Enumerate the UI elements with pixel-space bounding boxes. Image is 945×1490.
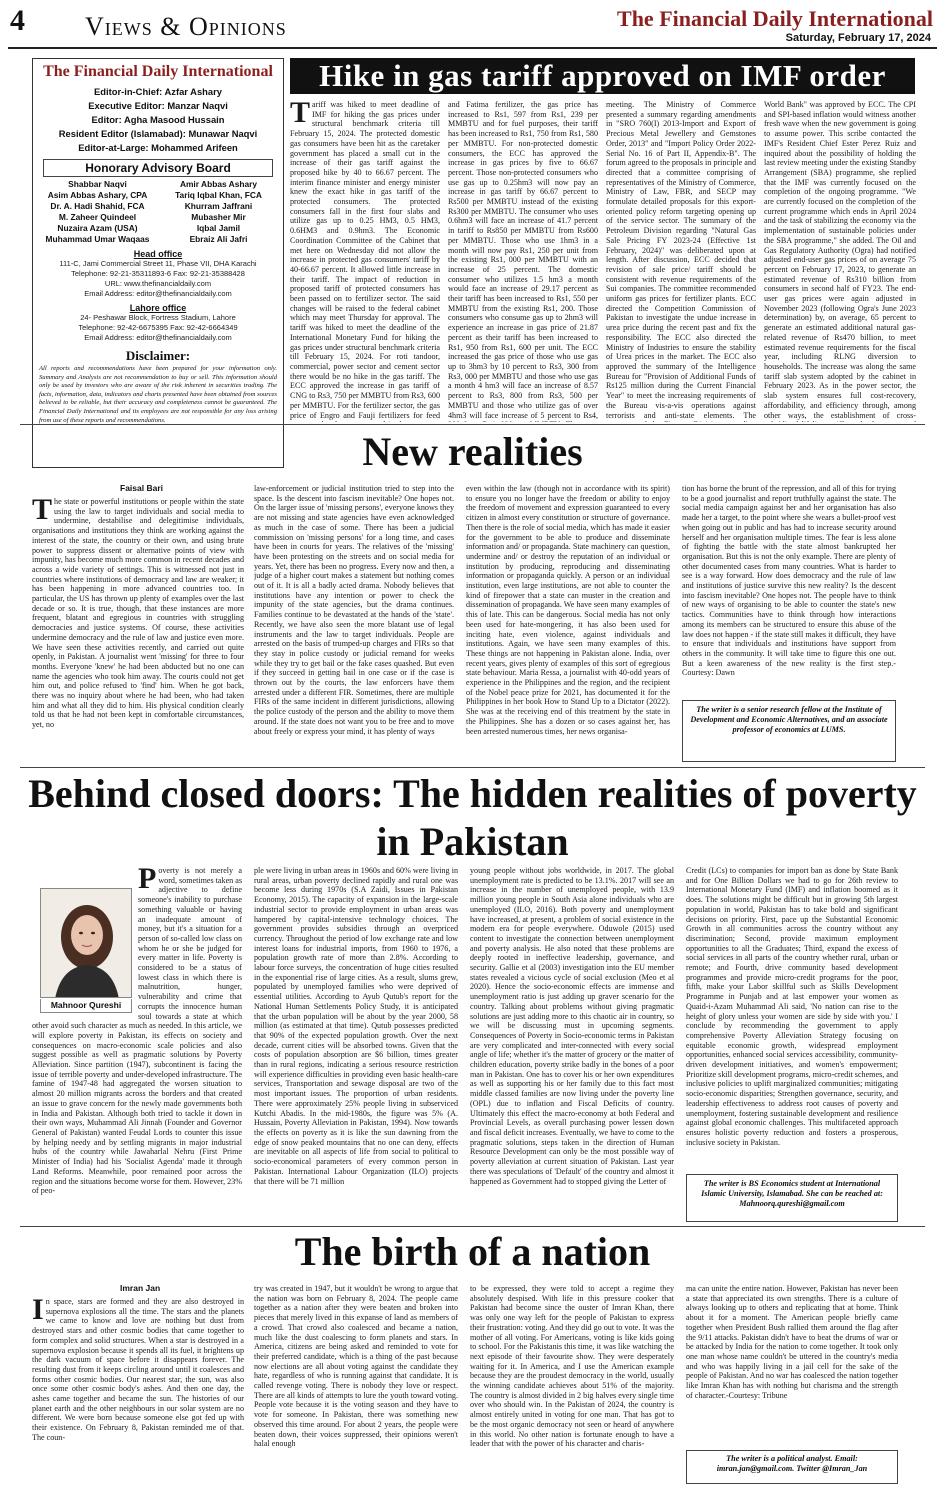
- author-note: The writer is a senior research fellow at the Institute of Development and Economic Alternatives, and an associate professor of economics at LUMS.: [682, 700, 896, 762]
- poverty-headline: Behind closed doors: The hidden realities of poverty in Pakistan: [28, 771, 917, 864]
- address-line: Telephone: 92-42-6675395 Fax: 92-42-6664349: [78, 323, 238, 332]
- new-realities-headline: New realities: [362, 429, 583, 474]
- birth-of-nation-headline: The birth of a nation: [294, 1229, 651, 1274]
- photo-spacer: [32, 866, 138, 1018]
- new-realities-column: law-enforcement or judicial institution tried to step into the space. Is the descent into fascism inevitable? One hopes not. On the larger issue of 'missing persons', everyone knows they are not missing and state agencies have even acknowledged as much in the case of some. There has been a judicial commission on 'missing persons' for a long time, and cases have been in courts for years. The relatives of the 'missing' have been protesting on the streets and on social media for years. Yet, there has been no progress. Every now and then, a judge of a higher court makes a statement but nothing comes out of it. It is all a badly acted drama. Nobody believes that institutions have any intention or power to check the impunity of the state agencies, but the drama continues. Families continue to be devastated at the hands of the 'state'. Recently, we have also seen the more blatant use of legal instruments and the law to target individuals. People are arrested on the basis of trumped-up charges and FIRs so that they stay in police custody or judicial remand for weeks while they try to get bail or the fake cases quashed. But even if they succeed in getting bail in one case or if the case is thrown out by the courts, the law enforcers have them arrested under a different FIR. Sometimes, there are multiple FIRs of the same incident in different jurisdictions, allowing the police custody of the person and the ability to move them around. If the state does not want you to be free and to move about freely or express your mind, it has plenty of ways: [254, 484, 454, 736]
- editorial-staff: [33, 85, 283, 155]
- poverty-column-text: Poverty is not merely a word, sometimes taken as adjective to define someone's inability to purchase something valuable or having an inadequate amount of money, but it's a situation for a person of so-called low class on whom he or she be judged for every matter in life. Poverty is considered to be a status of lowest class in which there is malnutrition, hunger, vulnerability and crime that corrupts the innocence human soul towards a state at which other avoid such character as much as needed. In this article, we will explore poverty in Pakistan, its effects on society and consequences on macro-economic scale policies and also suggest possible as well as pragmatic solutions by Poverty Alleviation. Since partition (1947), subcontinent is facing the issue of terrible poverty and under-developed infrastructure. The famine of 1947-48 had aggregated the worsen situation to almost 20 million migrants across the borders and that created an issue to grave concern for the newly made governments both in India and Pakistan. Although both tried to tackle it down in their own ways, Muhammad Ali Jinnah (Founder and Governor General of Pakistan) wanted Feudal Lords to counter this issue by helping needy and by settling migrants in major industrial hubs of the country while Jawaharlal Nehru (First Prime Minister of India) had his 'Socialist Agenda' made it through Land Reforms. Meanwhile, poor remained poor across the region and the situations become worse for them. However, 23% of peo-: [32, 866, 242, 1196]
- address-line: Telephone: 92-21-35311893-6 Fax: 92-21-35388428: [71, 269, 245, 278]
- advisor-name: Nuzaira Azam (USA): [57, 223, 138, 233]
- paper-name: The Financial Daily International: [617, 6, 933, 31]
- lahore-office-address: [33, 313, 283, 343]
- section-divider: [20, 767, 925, 768]
- poverty-column: [32, 866, 242, 1234]
- disclaimer-title: Disclaimer:: [125, 348, 191, 363]
- advisor-name: Amir Abbas Ashary: [179, 179, 258, 189]
- advisor-name: Khurram Jaffrani: [184, 201, 253, 211]
- new-realities-byline: Faisal Bari: [120, 483, 163, 493]
- advisor-name: Dr. A. Hadi Shahid, FCA: [50, 201, 145, 211]
- advisor-name: M. Zaheer Quindeel: [58, 212, 137, 222]
- disclaimer-text: All reports and recommendations have been prepared for your information only. Summary and Analysis are not recommendation to buy or sell. This information should only be used by investors who are aware of the risk inherent in securities trading. The facts, information, data, indicators and charts presented have been obtained from sources believed to be reliable, but their accuracy and completeness cannot be guaranteed. The Financial Daily International and its employees are not responsible for any loss arising from use of these reports and recommendations.: [39, 365, 277, 424]
- gas-article-column: World Bank" was approved by ECC. The CPI and SPI-based inflation would witness another fresh wave when the new government is going to assume power. This scribe contacted the IMF's Resident Chief Ester Perez Ruiz and inquired about the possibility of holding the last review meeting under the existing Standby Arrangement (SBA) programme, she replied that the IMF was currently focused on the completion of the ongoing programme. "We are currently focused on the completion of the current programme which ends in April 2024 and the task of stabilizing the economy via the implementation of sustainable policies under the SBA programme," she added. The Oil and Gas Regulatory Authority (Ogra) had notified adjusted end-user gas prices of on average 75 percent on February 17, 2023, to generate an estimated revenue of Rs310 billion from consumers in second half of FY23. The end-user gas prices were again adjusted in November 2023 (following Ogra's June 2023 determination) by, on average, 65 percent to generate an estimated additional natural gas-related revenue of Rs470 billion, to meet estimated revenue requirements for the fiscal year, including RLNG diversion to households. The increase was along the same tariff slab system adopted by the cabinet in February 2023. As in the power sector, the slab system ensures full cost-recovery, affordability, and efficiency through, among other ways, the establishment of cross-: [764, 100, 916, 420]
- birth-byline: Imran Jan: [120, 1283, 161, 1293]
- birth-column: ma can unite the entire nation. However, Pakistan has never been a state that appreciated its own strengths. There is a culture of always looking up to others and replicating that at home. Think about it for a moment. The American people briefly came together when President Bush rallied them around the flag after the 9/11 attacks. Pakistan didn't have to beat the drums of war or be attacked by India for the nation to come together. It took only one man whose name couldn't be uttered in the country's media and who was happily living in a jail cell for the sake of the people of Pakistan. And no war has coalesced the nation together like Imran Khan has with nothing but charisma and the strength of character.-Courtesy: Tribune: [686, 1284, 898, 1400]
- advisor-name: Ebraiz Ali Jafri: [189, 234, 248, 244]
- new-realities-column: The state or powerful institutions or people within the state using the law to target individuals and social media to undermine, destabilise and delegitimise individuals, organisations and institutions they think are working against the interest of the state, the country or their own, and using brute power to suppress dissent or alternative points of view with impunity, has become much more common in recent decades and across a wide variety of settings. This is witnessed not just in countries where institutions of democracy and law are weaker; it has been happening in more advanced countries too. In particular, the US has thrown up plenty of examples over the last decade or so. It is true, though, that these instances are more frequent, blatant and egregious in countries with struggling democracies and justice systems. Of course, these activities undermine democracy and the rule of law and justice even more. We have seen these activities recently, and carried out quite openly, in Pakistan. A journalist went 'missing' for three to four months. Everyone 'knew' he had been abducted but no one can name the agencies who took him away. The courts could not get him out, and police refused to 'find' him. When he got back, there was no inquiry about where he had been, who had taken him and what all they did to him. His physical condition clearly told us that he had not been kept in comfortable circumstances, yet, no: [32, 497, 244, 730]
- masthead-box: [32, 58, 284, 468]
- issue-date: Saturday, February 17, 2024: [785, 32, 931, 44]
- gas-article-column: Tariff was hiked to meet deadline of IMF for hiking the gas prices under structural benchmark criteria till February 15, 2024. The protected domestic gas consumers have been hit as the caretaker government has placed a small cut in the increase of their gas tariff against the proposed hike by 40 to 66.67 percent. The interim finance minister and energy minister knew the exact hike in gas tariff of the protected consumers. The protected consumers fall in the first four slabs and utilize gas up to 0.25 HM3, 0.5 HM3, 0.6HM3 and 0.9hm3. The Economic Coordination Committee of the Cabinet that met here on Wednesday did not allow the increase in protected gas consumers' tariff by 40-66.67 percent. It allowed little increase in their tariff. The impact of reduction in proposed tariff of protected consumers has been passed on to fertilizer sector. The said changes will be raised to the federal cabinet which may meet Thursday for approval. The tariff was hiked to meet the deadline of the International Monetary Fund for hiking the gas prices under structural benchmark criteria till February 15, 2024. For roti tandoor, commercial, power sector and cement sector there would be no hike in the gas tariff. The ECC approved the increase in gas tariff of CNG to Rs3, 750 per MMBTU from Rs3, 600 per MMBTU. For the fertilizer sector, the gas price of Engro and Fauji fertilizers for feed: [290, 100, 440, 420]
- advisor-name: Iqbal Jamil: [196, 223, 241, 233]
- header-rule: [8, 47, 937, 49]
- address-line: 24- Peshawar Block, Fortress Stadium, Lahore: [80, 313, 236, 322]
- email-link[interactable]: Email Address: editor@thefinancialdaily.com: [84, 289, 232, 298]
- birth-column: to be expressed, they were told to accept a regime they absolutely despised. With life in this pressure cooker that Pakistan had become since the ouster of Imran Khan, there was only one way left for the people of Pakistan to express their frustration: voting. And they did go out to vote. It was the mother of all voting. For Americans, voting is like kids going to school. For the Pakistanis this time, it was like watching the next episode of their favourite show. They were desperately waiting for it. In America, and I use the American example because they are the proudest democracy in the world, usually the winning candidate achieves about 51% of the majority. The country is almost divided in 2 big halves every single time over who should win. In the Pakistan of 2024, the country is almost entirely united in voting for one man. That has got to be the most organic democracy not seen or heard of anywhere in this world. No other nation is fortunate enough to have a leader that with the power of his character and charis-: [470, 1284, 674, 1449]
- poverty-column: young people without jobs worldwide, in 2017. The global unemployment rate is predicted to be 13.1%. 2017 will see an increase in the number of unemployed people, with 13.9 million young people in South Asia alone individuals who are unemployed (ILO, 2016). Both poverty and unemployment have increased, at present, a problem of social existence in the modern era for people everywhere. Oduwole (2015) used content to investigate the connection between unemployment and poverty analysis. He also noted that these problems are deeply rooted in ineffective leadership, governance, and security. Gallie et al (2003) investigation into the EU member states revealed a vicious cycle of social exclusion (Meo et al 2020). Hence the socio-economic effects are immense and unemployment ratio is just adding up graver scenario for the country. Talking about problems without giving pragmatic solutions are just adding more to this chaotic air in country, so we will be discussing must in upcoming segments. Consequences of Poverty in Socio-economic terms in Pakistan are very complicated and inter-connected with every social angle of life; whether it's the matter of grocery or the matter of children education, poverty strike badly in the bones of a poor man in Pakistan. One has to cover his or her own expenditures as well as supporting his or her family due to this fact most middle classed families are now living under the poverty line (OPL) due to inflation and Fiscal Deficits of country. Ultimately this effect the macro-economy at both Federal and Provincial Levels, as overall purchasing power lessen down and fiscal deficit increases. Eventually, we have to come to the pragmatic solutions, steps taken in the direction of Human Resource Development can only be the most possible way of poverty alleviation at current situation of Pakistan. Last year there was speculations of 'Default' of the country and almost it happened as Government had to stopped giving the Letter of: [470, 866, 674, 1186]
- section-divider: [20, 424, 925, 425]
- advisor-name: Mubasher Mir: [191, 212, 246, 222]
- birth-column: try was created in 1947, but it wouldn't be wrong to argue that the nation was born on February 8, 2024. The people came together as a nation after they were beaten and broken into pieces that merely lived in this expanse of land as members of a crowd. That crowd also coalesced and became a nation, much like the dust coalescing to form planets and stars. In America, citizens are being asked and reminded to vote for their preferred candidate, which is a thing of the past because now elections are all about voting against the candidate they hate, regardless of who is running against that candidate. It is called revenge voting. There is nobody they love or respect. There are all kinds of attempts to lure the youth toward voting. People vote because it is the voting season and they have to vote for someone. In Pakistan, there was something new observed this time around. For about 2 years, the people were beaten down, their voices suppressed, their opinions weren't halal enough: [254, 1284, 458, 1449]
- page-number: 4: [10, 4, 25, 37]
- masthead-paper-name: The Financial Daily International: [43, 63, 273, 80]
- staff-line: Editor-in-Chief: Azfar Ashary: [94, 86, 222, 97]
- address-line: 111-C, Jami Commercial Street 11, Phase VII, DHA Karachi: [59, 259, 257, 268]
- gas-article-column: meeting. The Ministry of Commerce presented a summary regarding amendments in "SRO 760(I) 2013-Import and Export of Precious Metal Jewellery and Gemstones Order, 2013" and "Import Policy Order 2022- Serial No. 16 of Part II, Appendix-B". The forum agreed to the proposals in principle and directed that a committee comprising of representatives of the Ministry of Commerce, Ministry of Law, FBR, and SECP may formulate detailed proposals for this export-oriented policy reform targeting opening up of the service sector. The summary of the Petroleum Division regarding "Natural Gas Sale Pricing FY 2023-24 (Effective 1st February, 2024)" was deliberated upon at length. After discussion, ECC decided that revision of sale price/ tariff should be consistent with revenue requirements of the Sui companies. The committee recommended uniform gas prices for fertilizer plants. ECC directed the Competition Commission of Pakistan to investigate the undue increase in urea price during the recent past and fix the responsibility. The ECC also directed the Ministry of Industries to ensure the stability of Urea prices in the market. The ECC also approved the summary of the Intelligence Bureau for "Provision of Additional Funds of Rs125 million during the Current Financial Year" to meet the increasing requirements of the Bureau vis-a-vis operations against terrorists and anti-state elements. The: [606, 100, 756, 420]
- staff-line: Executive Editor: Manzar Naqvi: [88, 100, 228, 111]
- author-note: The writer is a political analyst. Email: imran.jan@gmail.com. Twitter @Imran_Jan: [686, 1450, 898, 1484]
- gas-article-column: and Fatima fertilizer, the gas price has increased to Rs1, 597 from Rs1, 239 per MMBTU and for fuel purposes, their tariff has been increased to Rs1, 750 from Rs1, 580 per MMBTU. For non-protected domestic consumers, the ECC has approved the increase in gas prices by five to 66.67 percent. Those non-protected consumers who use gas up to 0.25hm3 will now pay an increase in gas tariff by 66.67 percent to Rs500 per MMBTU instead of the existing Rs300 per MMBTU. The consumer who uses 0.6hm3 will face an increase of 41.7 percent in tariff to Rs850 per MMBTU from Rs600 per MMBTU. Those who use 1hm3 in a month will now pay Rs1, 250 per unit from the existing Rs1, 000 per MMBTU with an increase of 25 percent. The domestic consumer who utilizes 1.5 hm3 a month would face an increase of 29.17 percent as their tariff has been increased to Rs1, 550 per MMBTU from the existing Rs1, 200. Those consumers who consume gas up to 2hm3 will experience an increase in gas price of 21.87 percent as their tariff has been increased to Rs1, 950 from Rs1, 600 per unit. The ECC increased the gas price of those who use gas up to 3hm3 by 10 percent to Rs3, 300 from Rs3, 000 per MMBTU and those who use gas a month 4 hm3 will face an increase of 8.57 percent to Rs3, 800 from Rs3, 500 per MMBTU and those who utilize gas of over 4hm3 will face increase of 5 percent to Rs4,: [448, 100, 598, 420]
- staff-line: Editor: Agha Masood Hussain: [91, 114, 225, 125]
- new-realities-column: tion has borne the brunt of the repression, and all of this for trying to be a good journalist and report truthfully against the state. The social media campaign against her and her organisation has also made her a target, to the point where she wears a bullet-proof vest when going out in public and has had to increase security around herself and her organisation multiple times. The fear is less alone of fighting the battle with the state almost bankrupted her organisation. But this is not the only example. There are plenty of other documented cases from many countries. What is harder to see is a way forward. How does democracy and the rule of law and institutions of justice survive this new reality? Is the descent into fascism inevitable? One hopes not. The people have to think of new ways of organising to be able to counter the state's new tactics. Communities have to think through how interactions among its members can be structured to ensure this abuse of the law does not happen - if the state still makes it difficult, they have to ensure that individuals and institutions have support from others in the community. It will take time to figure this one out. But a keen awareness of the new reality is the first step.-Courtesy: Dawn: [682, 484, 896, 678]
- new-realities-column: even within the law (though not in accordance with its spirit) to ensure you no longer have the freedom or ability to enjoy the freedom of movement and expression guaranteed to every citizen in almost every constitution or structure of governance. Then there is the role of social media, which has made it easier for the government to be able to produce and disseminate information and/ or propaganda. State machinery can question, undermine and/ or destroy the reputation of an individual or institution by producing, reproducing and disseminating information or propaganda quickly. A person or an individual institution, even large institutions, are not able to counter the kind of firepower that a state can muster in the creation and dissemination of propaganda. We have seen many examples of this of late. This can be dangerous. Social media has not only been used for hate-mongering, it has also been used for inciting hate, even violence, against individuals and institutions. Again, we have seen many examples of this. These things are not happening in Pakistan alone. India, over recent years, gives plenty of examples of this sort of egregious state behaviour. Maria Ressa, a journalist with 40-odd years of experience in the Philippines and the region, and the recipient of the Nobel peace prize for 2021, has documented it for the Philippines in her book How to Stand Up to a Dictator (2022). She was at the receiving end of this treatment by the state in the Philippines. She has a dozen or so cases against her, has been arrested numerous times, her news organisa-: [466, 484, 670, 736]
- website-link[interactable]: URL: www.thefinancialdaily.com: [104, 279, 212, 288]
- lahore-office-title: Lahore office: [129, 303, 187, 313]
- section-divider: [20, 1226, 925, 1227]
- head-office-address: [33, 259, 283, 299]
- advisor-name: Shabbar Naqvi: [68, 179, 127, 189]
- head-office-title: Head office: [133, 249, 183, 259]
- advisory-board-list: [33, 179, 283, 245]
- staff-line: Editor-at-Large: Mohammed Arifeen: [78, 142, 238, 153]
- author-note: The writer is BS Economics student at International Islamic University, Islamabad. She can be reached at: Mahnoorq.qureshi@gmail.com: [686, 1174, 898, 1222]
- advisory-board-title: Honorary Advisory Board: [43, 159, 273, 177]
- advisor-name: Asim Abbas Ashary, CPA: [47, 190, 148, 200]
- poverty-column: Credit (LCs) to companies for import ban as done by State Bank and for One Billion Dollars we had to go for 26th review to International Monetary Fund (IMF) and inflation boomed as it does. The solutions might be difficult but in growing 5th largest population in world, Pakistan has to take bold and significant decisions on priority. First, pace up the Substantial Economic Growth in all communities across the country without any discrimination; Second, provide maximum employment opportunities to all the Graduates; Third, expand the excess of social services in all parts of the country whether rural, urban or remote; and Fourth, drive community based development programmes and provide micro-credit programs for the poor, fifth, make your Labor skillful such as Skills Development Programme in Punjab and at last empower your women as Quaid-i-Azam Muhammad Ali said, 'No nation can rise to the height of glory unless your women are side by side with you.' I conclude by recommending the government to apply comprehensive Poverty Alleviation Strategy focusing on equitable economic growth, widespread employment opportunities, enhanced social services accessibility, community-driven development initiatives, and women's empowerment; Prioritize skill development programs, micro-credit schemes, and inclusive policies to uplift marginalized communities; mitigating socio-economic disparities; Strengthen governance, security, and leadership effectiveness to address root causes of poverty and unemployment, fostering sustainable development and resilience against global economic challenges. This multifaceted approach ensures holistic poverty reduction and fosters a prosperous, inclusive society in Pakistan.: [686, 866, 898, 1147]
- gas-tariff-headline: Hike in gas tariff approved on IMF order: [290, 58, 915, 94]
- email-link[interactable]: Email Address: editor@thefinancialdaily.com: [84, 333, 232, 342]
- advisor-name: Tariq Iqbal Khan, FCA: [175, 190, 262, 200]
- advisor-name: Muhammad Umar Waqaas: [45, 234, 150, 244]
- birth-column: In space, stars are formed and they are also destroyed in supernova explosions all the time. The stars and the planets we came to know and love are nothing but dust from destroyed stars and other cosmic bodies that came together to form complex and solid structures. When a star is destroyed in a supernova explosion because it spends all its fuel, it brightens up the dark vacuum of space before it disappears forever. The resulting dust from it keeps circling around until it coalesces and forms other cosmic bodies. Our nearest star, the sun, was also once some other cosmic body's ashes. And then one day, the ashes came together and became the sun. The histories of our planet earth and the other neighbours in our solar system are no different. We were born because someone else got fed up with their existence. On February 8, Pakistan reminded me of that. The coun-: [32, 1297, 244, 1442]
- staff-line: Resident Editor (Islamabad): Munawar Naqvi: [58, 128, 258, 139]
- author-caption: Mahnoor Qureshi: [40, 999, 132, 1013]
- page-header: [0, 0, 945, 50]
- poverty-column: ple were living in urban areas in 1960s and 60% were living in rural areas, urban poverty declined rapidly and rural one was become less during 1970s (S.A Zaidi, Issues in Pakistan Economy, 2015). The capacity of expansion in the large-scale industrial sector to provide employment in urban areas was hampered by capital-intensive technology choices. The government provides subsidies through an overpriced currency. Throughout the period of low exchange rate and low interest loans for industrial imports, from 1960 to 1976, a population growth rate of more than 2.8%. According to labour force surveys, the concentration of huge cities resulted in the exponential rise of large cities. As a result, slums grew, populated by unemployed families who were deprived of essential utilities. According to Ayub Qutub's report for the National Human Settlements Policy Study, it is anticipated that the urban population will be about by the year 2000, 58 million (as estimated at that time). Qutub possesses predicted that 90% of the expected population growth. Over the next decade, current cities will be absorbed towns. Given that the costs of population absorption are $6 billion, times greater than in rural regions, indicating a serious resource restriction will experience difficulties in providing even basic health-care services, Transportation and sewage disposal are two of the most important issues. The proportion of urban residents. There were approximately 25% people living in subserviced Kutchi Abadis. In the mid-1980s, the figure was 5% (A. Hussain, Poverty Alleviation in Pakistan, 1994). Now towards the effects on poverty as it is like the sun dawning from the edge of snow peaked mountains that no one can deny, effects are inevitable on all aspects of life from social to political to socio-economical parameters of every common person in Pakistan. International Labour Organization (ILO) projects that there will be 71 million: [254, 866, 458, 1186]
- section-title: Views & Opinions: [85, 12, 287, 41]
